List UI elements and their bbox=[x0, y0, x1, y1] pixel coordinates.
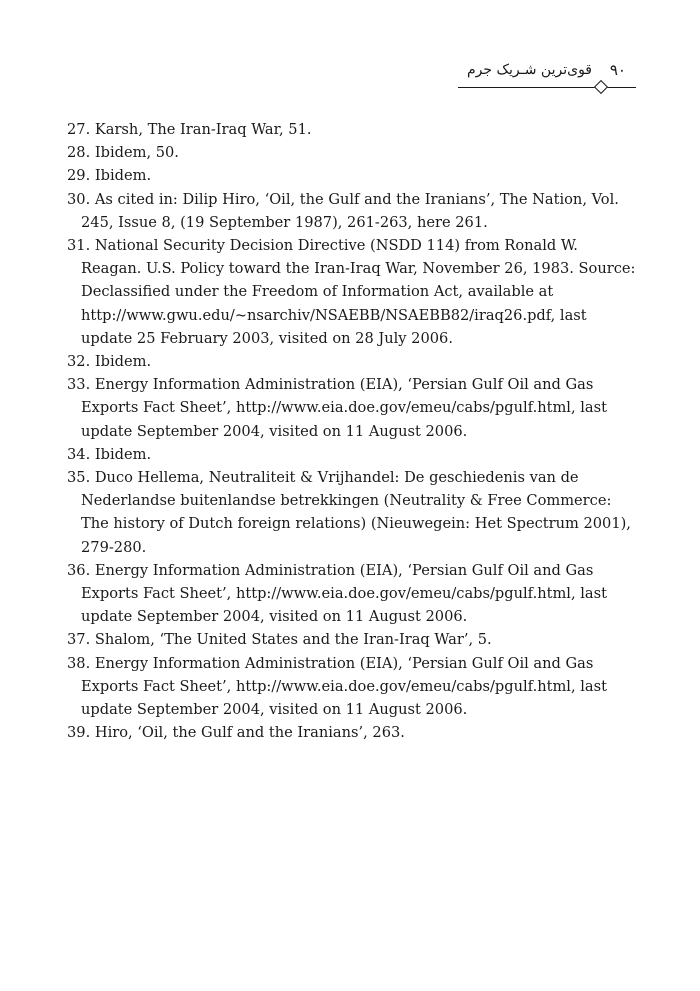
endnote: 32. Ibidem. bbox=[67, 353, 152, 371]
endnote: 34. Ibidem. bbox=[67, 445, 152, 463]
endnotes-list bbox=[67, 118, 637, 744]
endnote: 29. Ibidem. bbox=[67, 167, 152, 185]
endnote: 37. Shalom, ‘The United States and the Iran-Iraq War’, 5. bbox=[67, 631, 492, 649]
running-header-title: قوی‌ترین شـریک جرم bbox=[467, 62, 592, 78]
page-number: ۹۰ bbox=[609, 61, 626, 79]
endnote: 27. Karsh, The Iran-Iraq War, 51. bbox=[67, 121, 312, 138]
endnote: 39. Hiro, ‘Oil, the Gulf and the Iranians’, 263. bbox=[67, 724, 405, 742]
diamond-ornament-icon bbox=[594, 80, 608, 94]
header-rule bbox=[458, 87, 636, 88]
endnote: 36. Energy Information Administration (EIA), ‘Persian Gulf Oil and Gas Exports Fact Sheet’, http://www.eia.doe.gov/emeu/cabs/pgulf.html, last update September 2004, visited on 11 August 2006. bbox=[67, 561, 607, 626]
endnote: 30. As cited in: Dilip Hiro, ‘Oil, the Gulf and the Iranians’, The Nation, Vol. 245, Issue 8, (19 September 1987), 261-263, here 261. bbox=[67, 190, 619, 231]
endnote: 31. National Security Decision Directive (NSDD 114) from Ronald W. Reagan. U.S. Policy toward the Iran-Iraq War, November 26, 1983. Source: Declassified under the Freedom of Information Act, available at http://www.gwu.edu/~nsarchiv/NSAEBB/NSAEBB82/iraq26.pdf, last update 25 February 2003, visited on 28 July 2006. bbox=[67, 237, 636, 347]
endnote: 38. Energy Information Administration (EIA), ‘Persian Gulf Oil and Gas Exports Fact Sheet’, http://www.eia.doe.gov/emeu/cabs/pgulf.html, last update September 2004, visited on 11 August 2006. bbox=[67, 654, 607, 719]
endnote: 28. Ibidem, 50. bbox=[67, 144, 179, 162]
endnote: 33. Energy Information Administration (EIA), ‘Persian Gulf Oil and Gas Exports Fact Sheet’, http://www.eia.doe.gov/emeu/cabs/pgulf.html, last update September 2004, visited on 11 August 2006. bbox=[67, 376, 607, 440]
running-header bbox=[458, 62, 636, 94]
endnote: 35. Duco Hellema, Neutraliteit & Vrijhandel: De geschiedenis van de Nederlandse buitenlandse betrekkingen (Neutrality & Free Commerce: The history of Dutch foreign relations) (Nieuwegein: Het Spectrum 2001), 279-280. bbox=[67, 469, 631, 556]
